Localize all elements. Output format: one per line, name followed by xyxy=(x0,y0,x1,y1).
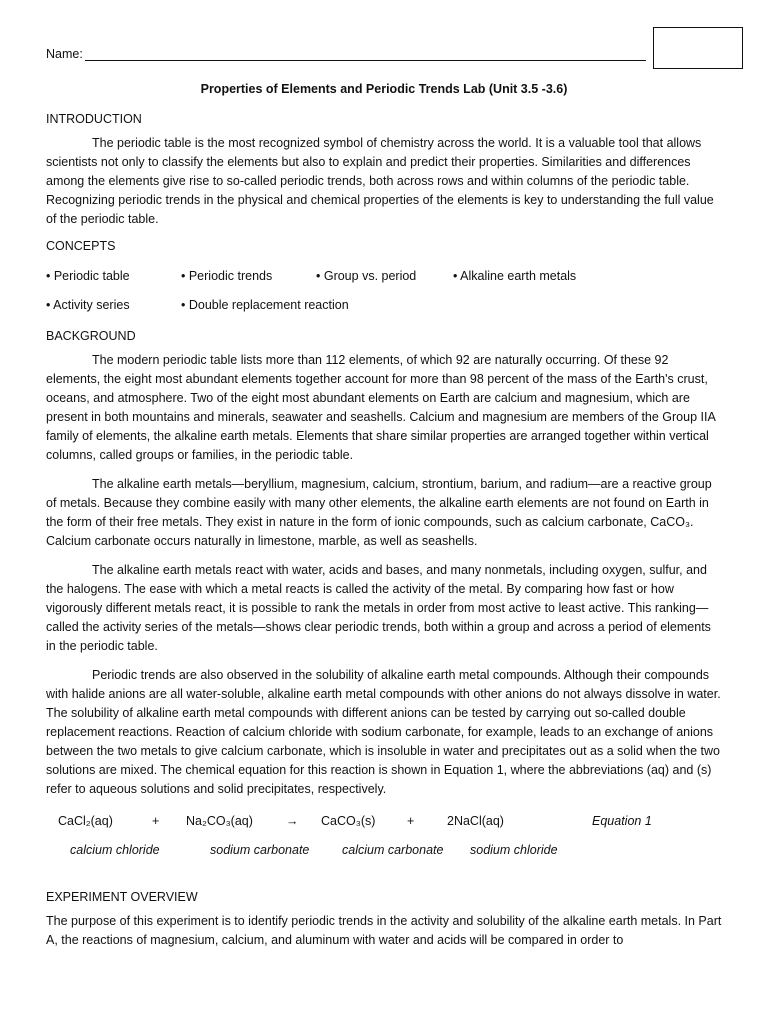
equation-product: 2NaCl(aq) xyxy=(447,814,504,828)
concept-item: • Activity series xyxy=(46,297,130,312)
equation-label: Equation 1 xyxy=(592,814,652,828)
name-field[interactable] xyxy=(46,46,646,61)
background-paragraph: Periodic trends are also observed in the solubility of alkaline earth metal compounds. Although their compounds with halide anions are all water-soluble, alkaline earth metal compounds with other anions do not always dissolve in water. The solubility of alkaline earth metal compounds with different anions can be tested by carrying out so-called double replacement reactions. Reaction of calcium chloride with sodium carbonate, for example, leads to an exchange of anions between the two metals to give calcium carbonate, which is insoluble in water and precipitates out as a solid when the two solutions are mixed. The chemical equation for this reaction is shown in Equation 1, where the abbreviations (aq) and (s) refer to aqueous solutions and solid precipitates, respectively. xyxy=(46,668,721,796)
concepts-row xyxy=(46,290,724,319)
chemical-equation xyxy=(46,811,724,831)
concept-item: • Periodic trends xyxy=(181,268,273,283)
compound-name: sodium carbonate xyxy=(210,843,310,857)
equation-reactant: CaCl₂(aq) xyxy=(58,814,113,828)
background-paragraph: The alkaline earth metals react with water, acids and bases, and many nonmetals, including oxygen, sulfur, and the halogens. The ease with which a metal reacts is called the activity of the metal. By comparing how fast or how vigorously different metals react, it is possible to rank the metals in order from most active to least active. This ranking—called the activity series of the metals—shows clear periodic trends, both within a group and across a period of elements in the periodic table. xyxy=(46,563,711,653)
page-title: Properties of Elements and Periodic Trends Lab (Unit 3.5 -3.6) xyxy=(200,82,568,96)
name-blank-line[interactable] xyxy=(85,46,646,61)
background-heading: BACKGROUND xyxy=(46,329,136,343)
introduction-heading: INTRODUCTION xyxy=(46,112,142,126)
equation-product: CaCO₃(s) xyxy=(321,814,376,828)
experiment-overview-paragraph: The purpose of this experiment is to identify periodic trends in the activity and solubility of the alkaline earth metals. In Part A, the reactions of magnesium, calcium, and aluminum with water and acids will be compared in order to xyxy=(46,914,722,947)
background-paragraph: The modern periodic table lists more than 112 elements, of which 92 are naturally occurring. Of these 92 elements, the eight most abundant elements together account for more than 98 percent of the mass of the Earth's crust, oceans, and atmosphere. Two of the eight most abundant elements on Earth are calcium and magnesium, which are present in both mountains and minerals, seawater and seashells. Calcium and magnesium are members of the Group IIA family of elements, the alkaline earth metals. Elements that share similar properties are arranged together within vertical columns, called groups or families, in the periodic table. xyxy=(46,353,716,462)
introduction-paragraph: The periodic table is the most recognized symbol of chemistry across the world. It is a valuable tool that allows scientists not only to classify the elements but also to explain and predict their properties. Similarities and differences among the elements give rise to so-called periodic trends, both across rows and within columns of the periodic table. Recognizing periodic trends in the physical and chemical properties of the elements is key to understanding the full value of the periodic table. xyxy=(46,136,714,226)
equation-plus: + xyxy=(152,814,160,828)
experiment-overview-heading: EXPERIMENT OVERVIEW xyxy=(46,890,198,904)
equation-arrow: → xyxy=(286,814,299,828)
score-box xyxy=(653,27,743,69)
concept-item: • Periodic table xyxy=(46,268,130,283)
equation-plus: + xyxy=(407,814,415,828)
concept-item: • Group vs. period xyxy=(316,268,417,283)
compound-name: calcium chloride xyxy=(70,843,160,857)
compound-name: sodium chloride xyxy=(470,843,558,857)
concepts-row xyxy=(46,261,724,290)
concepts-heading: CONCEPTS xyxy=(46,239,116,253)
compound-name: calcium carbonate xyxy=(342,843,444,857)
document-body xyxy=(46,112,724,960)
name-label: Name: xyxy=(46,47,83,61)
concept-item: • Double replacement reaction xyxy=(181,297,349,312)
background-paragraph: The alkaline earth metals—beryllium, magnesium, calcium, strontium, barium, and radium—are a reactive group of metals. Because they combine easily with many other elements, the alkaline earth elements are not found on Earth in the form of their free metals. They exist in nature in the form of ionic compounds, such as calcium carbonate, CaCO₃. Calcium carbonate occurs naturally in limestone, marble, as well as seashells. xyxy=(46,477,712,548)
equation-compound-names xyxy=(46,840,724,860)
concepts-list xyxy=(46,261,724,319)
equation-reactant: Na₂CO₃(aq) xyxy=(186,814,253,828)
concept-item: • Alkaline earth metals xyxy=(453,268,577,283)
